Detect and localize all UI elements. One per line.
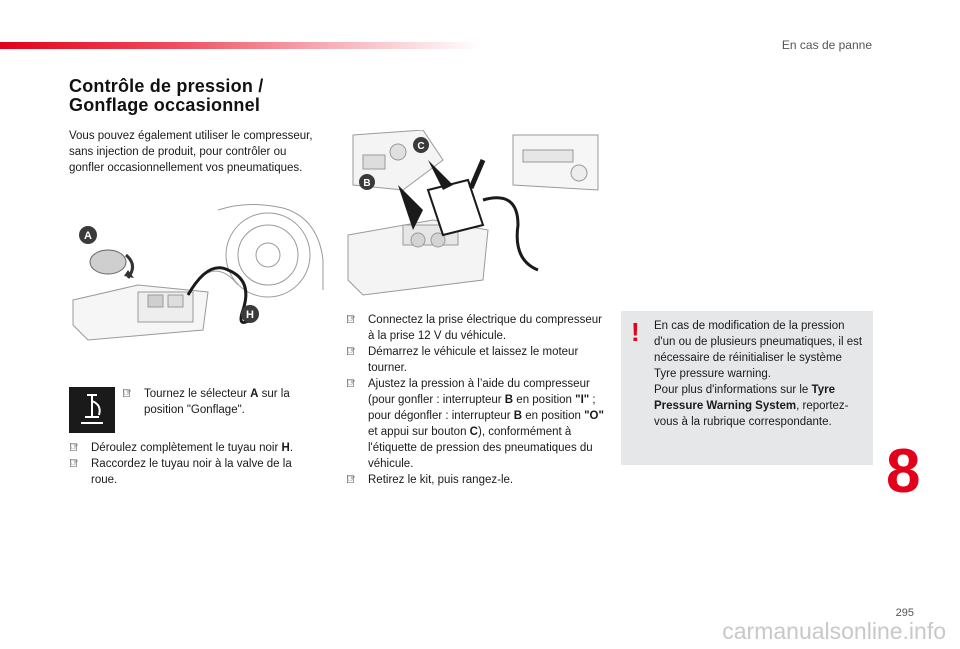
step-text-bold: C <box>469 426 478 438</box>
step-text-bold: B <box>504 394 514 406</box>
step-text-bold: "I" <box>575 394 590 406</box>
step-text: Retirez le kit, puis rangez-le. <box>368 474 514 486</box>
step-text: Démarrez le véhicule et laissez le moteur tourner. <box>368 346 579 374</box>
step-text: en position <box>513 394 576 406</box>
step-item <box>346 376 606 472</box>
pointing-finger-icon: ☞ <box>347 346 356 357</box>
step-text: ), conformément à l'étiquette de pression des pneumatiques du véhicule. <box>368 426 593 470</box>
pointing-finger-icon: ☞ <box>123 388 132 399</box>
step-item <box>346 312 606 344</box>
pointing-finger-icon: ☞ <box>347 314 356 325</box>
step-text-post: . <box>289 442 294 454</box>
watermark: carmanualsonline.info <box>722 618 946 644</box>
compressor-dashboard-illustration <box>343 130 601 298</box>
step-text-pre: Raccordez le tuyau noir à la valve de la roue. <box>91 458 292 486</box>
steps-list-selector <box>122 386 312 418</box>
step-text-bold: B <box>513 410 523 422</box>
steps-list-hose <box>69 440 319 488</box>
step-text: en position <box>522 410 585 422</box>
note-text-c: , reportez-vous à la rubrique correspondante. <box>654 400 849 428</box>
marker-a-label: A <box>84 230 92 242</box>
compressor-wheel-illustration <box>68 200 326 348</box>
step-text: et appui sur bouton <box>368 426 470 438</box>
note-text-bold: Tyre Pressure Warning System <box>654 384 835 412</box>
page-title-line-1: Contrôle de pression / <box>69 76 264 96</box>
marker-h-label: H <box>246 309 254 321</box>
note-box <box>621 311 873 465</box>
step-item <box>122 386 312 418</box>
step-item <box>346 344 606 376</box>
exclamation-icon: ! <box>631 317 640 347</box>
note-text <box>654 318 864 430</box>
section-name: En cas de panne <box>781 38 872 52</box>
steps-list-compressor <box>346 312 606 488</box>
step-item <box>69 440 319 456</box>
step-text-bold: "O" <box>584 410 604 422</box>
header-accent-bar <box>0 42 480 49</box>
intro-paragraph: Vous pouvez également utiliser le compresseur, sans injection de produit, pour contrôler ou gonfler occasionnellement vos pneumatiques. <box>69 130 313 174</box>
chapter-number: 8 <box>886 437 921 506</box>
step-text-post: sur la position "Gonflage". <box>144 388 290 416</box>
step-text-pre: Tournez le sélecteur <box>144 388 251 400</box>
step-text-bold: A <box>250 388 259 400</box>
pointing-finger-icon: ☞ <box>70 442 79 453</box>
note-text-b: Pour plus d'informations sur le <box>654 384 812 396</box>
page-number: 295 <box>895 607 914 619</box>
note-text-a: En cas de modification de la pression d'un ou de plusieurs pneumatiques, il est nécessaire de réinitialiser le système Tyre pressure warning. <box>654 320 863 380</box>
pointing-finger-icon: ☞ <box>347 474 356 485</box>
page-title-line-2: Gonflage occasionnel <box>69 95 261 115</box>
marker-b-label: B <box>363 178 371 189</box>
step-text-bold: H <box>281 442 290 454</box>
compressor-icon <box>69 387 115 433</box>
step-text: Connectez la prise électrique du compresseur à la prise 12 V du véhicule. <box>368 314 602 342</box>
step-text: Ajustez la pression à l’aide du compresseur (pour gonfler : interrupteur <box>368 378 590 406</box>
step-text: ; pour dégonfler : interrupteur <box>368 394 596 422</box>
pointing-finger-icon: ☞ <box>347 378 356 389</box>
marker-c-label: C <box>417 141 425 152</box>
step-item <box>346 472 606 488</box>
step-text-pre: Déroulez complètement le tuyau noir <box>91 442 282 454</box>
page-title <box>69 77 263 115</box>
step-item <box>69 456 319 488</box>
pointing-finger-icon: ☞ <box>70 458 79 469</box>
